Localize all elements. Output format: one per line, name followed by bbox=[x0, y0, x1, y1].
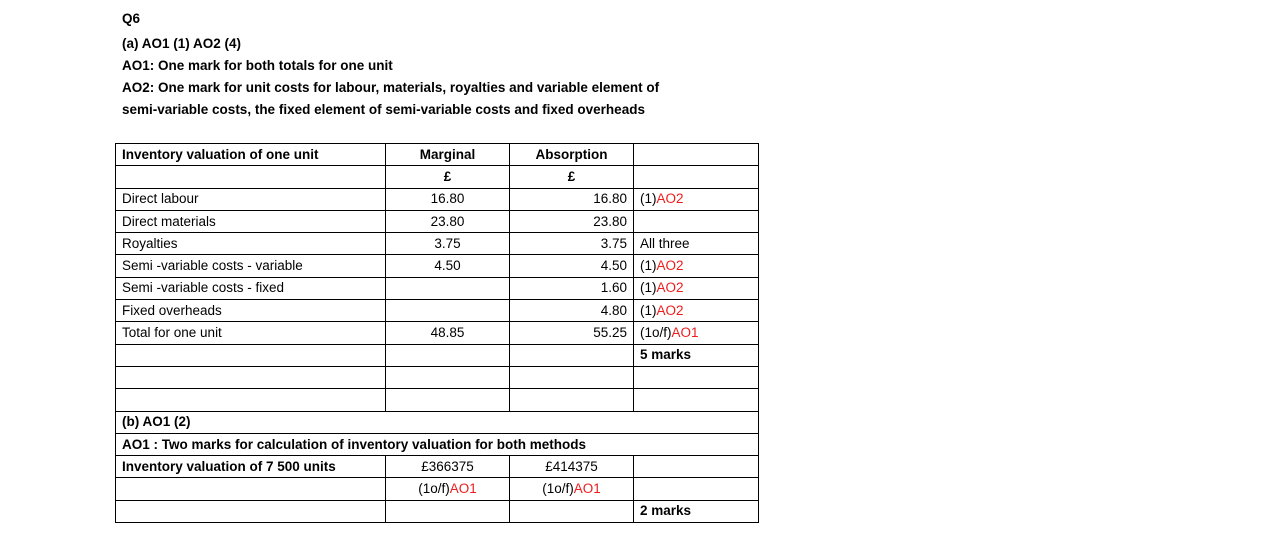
header-item: Inventory valuation of one unit bbox=[116, 144, 386, 166]
mark-prefix: (1) bbox=[640, 280, 657, 296]
mark-prefix: (1o/f) bbox=[418, 481, 450, 497]
mark-code: AO1 bbox=[449, 481, 477, 497]
part-b-mark-absorption bbox=[510, 478, 634, 500]
ao2-note-line1: AO2: One mark for unit costs for labour, materials, royalties and variable element of bbox=[122, 80, 660, 95]
row-label: Semi -variable costs - fixed bbox=[116, 277, 386, 299]
total-marks-a: 5 marks bbox=[634, 344, 759, 366]
mark-code: AO2 bbox=[656, 258, 684, 274]
mark-prefix: (1) bbox=[640, 302, 657, 318]
empty-row bbox=[116, 389, 759, 411]
mark-code: AO2 bbox=[656, 191, 684, 207]
mark-prefix: (1o/f) bbox=[542, 481, 574, 497]
row-label: Royalties bbox=[116, 233, 386, 255]
row-label: Direct materials bbox=[116, 210, 386, 232]
part-b-label: Inventory valuation of 7 500 units bbox=[116, 456, 386, 478]
part-b-marginal: £366375 bbox=[386, 456, 510, 478]
row-absorption: 1.60 bbox=[510, 277, 634, 299]
row-label: Semi -variable costs - variable bbox=[116, 255, 386, 277]
row-marginal bbox=[386, 300, 510, 322]
currency-absorption: £ bbox=[510, 166, 634, 188]
header-absorption: Absorption bbox=[510, 144, 634, 166]
table-row bbox=[116, 300, 759, 322]
ao1-note: AO1: One mark for both totals for one unit bbox=[122, 58, 393, 73]
part-b-title-row bbox=[116, 411, 759, 433]
part-b-values-row bbox=[116, 456, 759, 478]
table-header-row bbox=[116, 144, 759, 166]
part-a-heading: (a) AO1 (1) AO2 (4) bbox=[122, 36, 242, 51]
part-b-mark-marginal bbox=[386, 478, 510, 500]
row-absorption: 55.25 bbox=[510, 322, 634, 344]
row-label: Total for one unit bbox=[116, 322, 386, 344]
row-label: Direct labour bbox=[116, 188, 386, 210]
table-row bbox=[116, 255, 759, 277]
part-b-note: AO1 : Two marks for calculation of inventory valuation for both methods bbox=[116, 433, 759, 455]
row-absorption: 23.80 bbox=[510, 210, 634, 232]
table-row bbox=[116, 322, 759, 344]
mark-code: AO2 bbox=[656, 280, 684, 296]
part-b-note-row bbox=[116, 433, 759, 455]
table-row bbox=[116, 210, 759, 232]
question-number: Q6 bbox=[122, 11, 141, 26]
row-marginal: 3.75 bbox=[386, 233, 510, 255]
row-label: Fixed overheads bbox=[116, 300, 386, 322]
mark-prefix: (1) bbox=[640, 191, 657, 207]
empty-row bbox=[116, 366, 759, 388]
mark-code: AO1 bbox=[573, 481, 601, 497]
inventory-valuation-table bbox=[115, 143, 759, 523]
row-mark bbox=[634, 300, 759, 322]
mark-code: AO1 bbox=[671, 325, 699, 341]
total-marks-b: 2 marks bbox=[634, 500, 759, 522]
mark-code: AO2 bbox=[656, 302, 684, 318]
row-absorption: 3.75 bbox=[510, 233, 634, 255]
currency-row bbox=[116, 166, 759, 188]
row-mark bbox=[634, 188, 759, 210]
marks-total-row bbox=[116, 344, 759, 366]
row-marginal: 48.85 bbox=[386, 322, 510, 344]
row-absorption: 4.80 bbox=[510, 300, 634, 322]
mark-prefix: (1o/f) bbox=[640, 325, 672, 341]
ao2-note-line2: semi-variable costs, the fixed element of semi-variable costs and fixed overheads bbox=[122, 102, 645, 117]
part-b-absorption: £414375 bbox=[510, 456, 634, 478]
row-marginal bbox=[386, 277, 510, 299]
table-row bbox=[116, 233, 759, 255]
header-marks bbox=[634, 144, 759, 166]
row-marginal: 23.80 bbox=[386, 210, 510, 232]
part-b-marks-row bbox=[116, 478, 759, 500]
header-marginal: Marginal bbox=[386, 144, 510, 166]
row-marginal: 16.80 bbox=[386, 188, 510, 210]
currency-marginal: £ bbox=[386, 166, 510, 188]
part-b-total-row bbox=[116, 500, 759, 522]
part-b-heading: (b) AO1 (2) bbox=[116, 411, 759, 433]
row-absorption: 4.50 bbox=[510, 255, 634, 277]
row-mark bbox=[634, 210, 759, 232]
mark-text: All three bbox=[640, 235, 690, 251]
table-row bbox=[116, 188, 759, 210]
table-row bbox=[116, 277, 759, 299]
row-mark bbox=[634, 277, 759, 299]
row-mark bbox=[634, 322, 759, 344]
row-mark bbox=[634, 255, 759, 277]
mark-prefix: (1) bbox=[640, 258, 657, 274]
row-absorption: 16.80 bbox=[510, 188, 634, 210]
row-marginal: 4.50 bbox=[386, 255, 510, 277]
row-mark bbox=[634, 233, 759, 255]
